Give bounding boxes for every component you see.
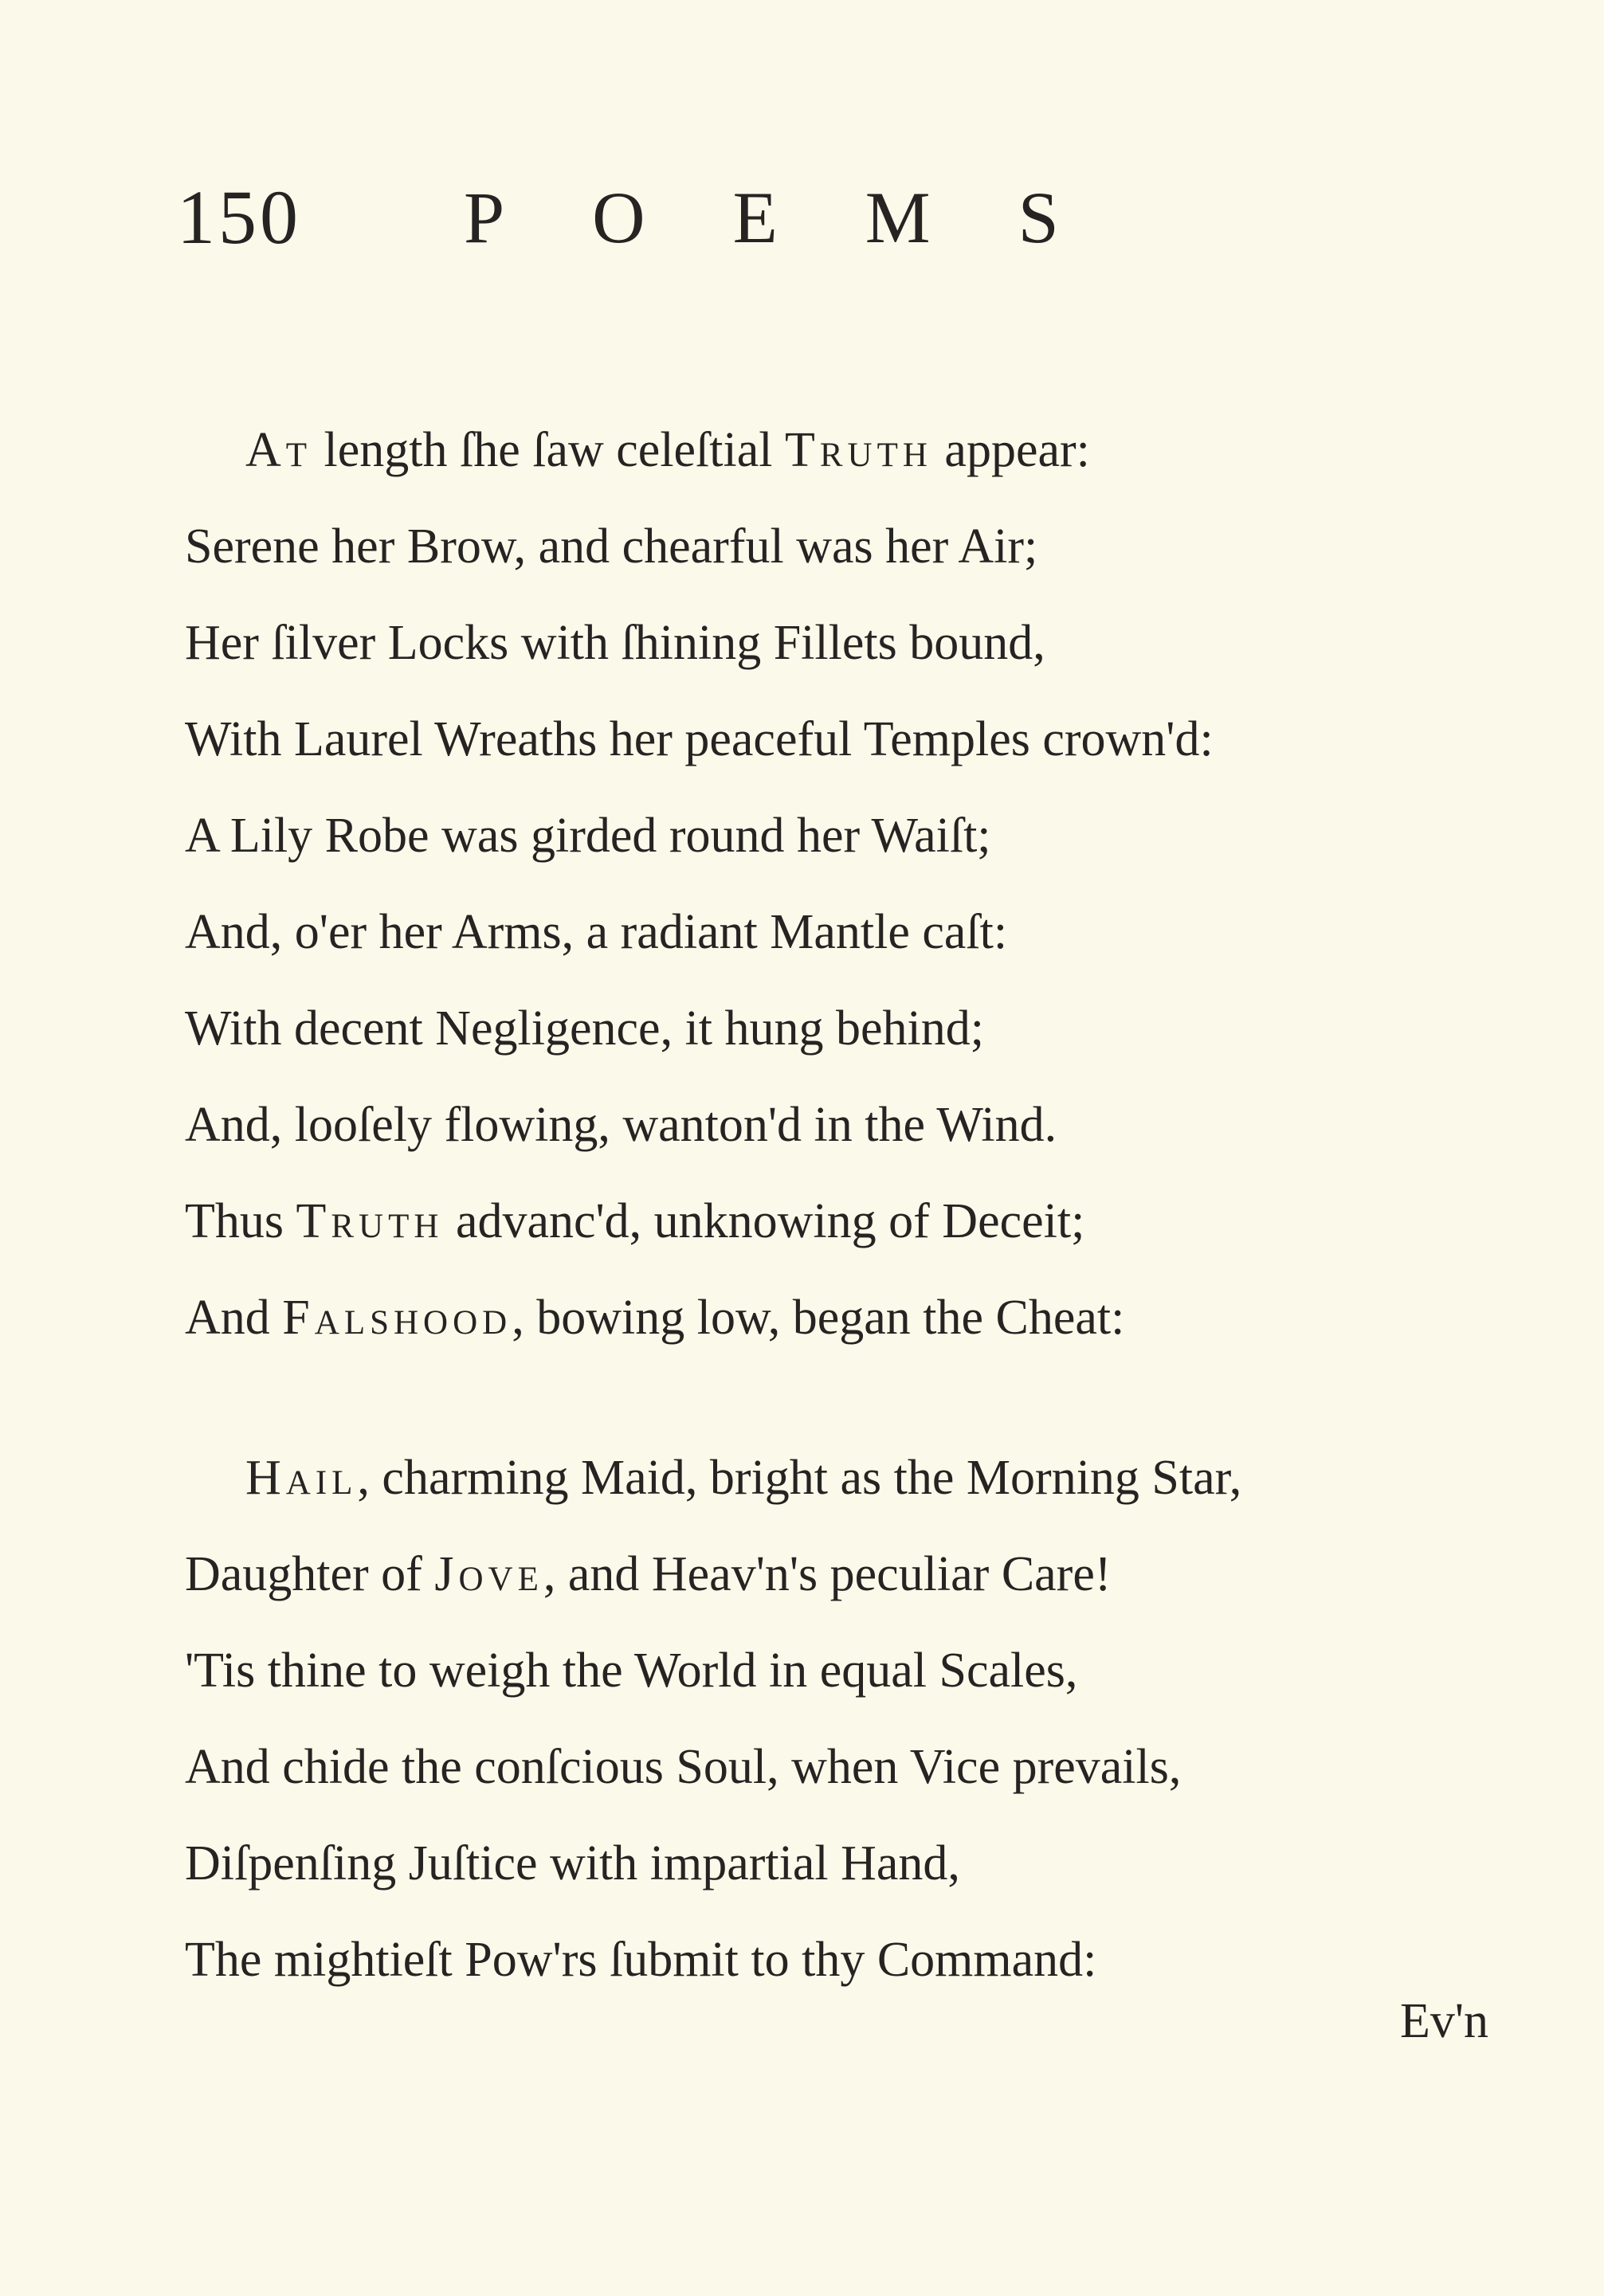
name-small-caps: Truth — [784, 423, 932, 477]
line-text: advanc'd, unknowing of Deceit; — [443, 1194, 1085, 1248]
verse-line — [185, 595, 1492, 692]
running-head: POEMS — [464, 177, 1147, 258]
verse-line — [185, 1173, 1492, 1270]
line-text: Her ſilver Locks with ſhining Fillets bound, — [185, 616, 1045, 670]
verse-line — [185, 692, 1492, 788]
opening-word: Hail — [245, 1451, 358, 1505]
line-text: , bowing low, began the Cheat: — [512, 1291, 1125, 1345]
line-text: 'Tis thine to weigh the World in equal Scales, — [185, 1644, 1078, 1698]
name-small-caps: Falshood — [282, 1291, 512, 1345]
verse-line — [185, 1816, 1492, 1912]
line-text: And — [185, 1291, 283, 1345]
name-small-caps: Truth — [296, 1194, 444, 1248]
catchword: Ev'n — [1399, 1994, 1488, 2048]
line-text: A Lily Robe was girded round her Waiſt; — [185, 809, 991, 863]
line-text: And, looſely flowing, wanton'd in the Wind. — [185, 1098, 1057, 1152]
verse-line — [185, 1526, 1492, 1623]
verse-line — [185, 1077, 1492, 1173]
verse-line — [185, 1719, 1492, 1816]
verse-line — [185, 1912, 1492, 2008]
line-text: With Laurel Wreaths her peaceful Temples crown'd: — [185, 712, 1214, 766]
opening-word: At — [245, 423, 312, 477]
verse-line — [185, 1430, 1492, 1526]
stanza-1 — [185, 402, 1492, 1366]
verse-line — [185, 1623, 1492, 1719]
page-header — [177, 174, 1452, 261]
line-text: With decent Negligence, it hung behind; — [185, 1001, 984, 1056]
line-text: appear: — [931, 423, 1090, 477]
verse-line — [185, 981, 1492, 1077]
verse-line — [185, 499, 1492, 595]
page-number: 150 — [177, 174, 301, 260]
line-text: And chide the conſcious Soul, when Vice prevails, — [185, 1740, 1182, 1794]
line-text: length ſhe ſaw celeſtial — [312, 423, 785, 477]
line-text: Diſpenſing Juſtice with impartial Hand, — [185, 1836, 960, 1890]
verse-line — [185, 884, 1492, 981]
verse-line — [185, 1270, 1492, 1366]
name-small-caps: Jove — [434, 1547, 543, 1601]
stanza-2 — [185, 1430, 1492, 2008]
line-text: , charming Maid, bright as the Morning Star, — [357, 1451, 1242, 1505]
line-text: Thus — [185, 1194, 296, 1248]
line-text: And, o'er her Arms, a radiant Mantle caſt: — [185, 905, 1008, 959]
line-text: Serene her Brow, and chearful was her Air; — [185, 519, 1038, 574]
verse-line — [185, 402, 1492, 499]
line-text: The mightieſt Pow'rs ſubmit to thy Command: — [185, 1933, 1097, 1987]
line-text: , and Heav'n's peculiar Care! — [543, 1547, 1112, 1601]
line-text: Daughter of — [185, 1547, 435, 1601]
verse-line — [185, 788, 1492, 884]
